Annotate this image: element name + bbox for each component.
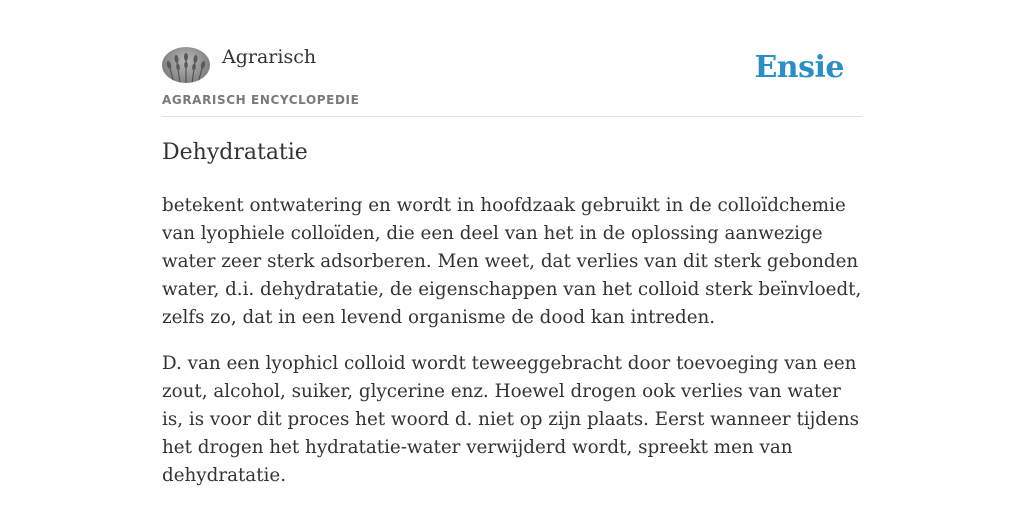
page (162, 0, 862, 486)
article-paragraph: D. van een lyophicl colloid wordt teweeggebracht door toevoeging van een zout, alcohol, suiker, glycerine enz. Hoewel drogen ook verlies van water is, is voor dit proces het woord d. niet op zijn plaats. Eerst wanneer tijdens het drogen het hydratatie-water verwijderd wordt, spreekt men van dehydratatie. (162, 353, 859, 486)
category-link[interactable]: Agrarisch (222, 46, 317, 68)
wheat-icon[interactable] (162, 47, 210, 83)
article-title: Dehydratatie (162, 140, 308, 165)
article-body (162, 192, 862, 508)
header (162, 0, 862, 117)
encyclopedia-subtitle: AGRARISCH ENCYCLOPEDIE (162, 93, 360, 107)
brand-logo[interactable]: Ensie (754, 50, 844, 85)
article-paragraph: betekent ontwatering en wordt in hoofdzaak gebruikt in de colloïdchemie van lyophiele colloïden, die een deel van het in de oplossing aanwezige water zeer sterk adsorberen. Men weet, dat verlies van dit sterk gebonden water, d.i. dehydratatie, de eigenschappen van het colloid sterk beïnvloedt, zelfs zo, dat in een levend organisme de dood kan intreden. (162, 195, 862, 328)
